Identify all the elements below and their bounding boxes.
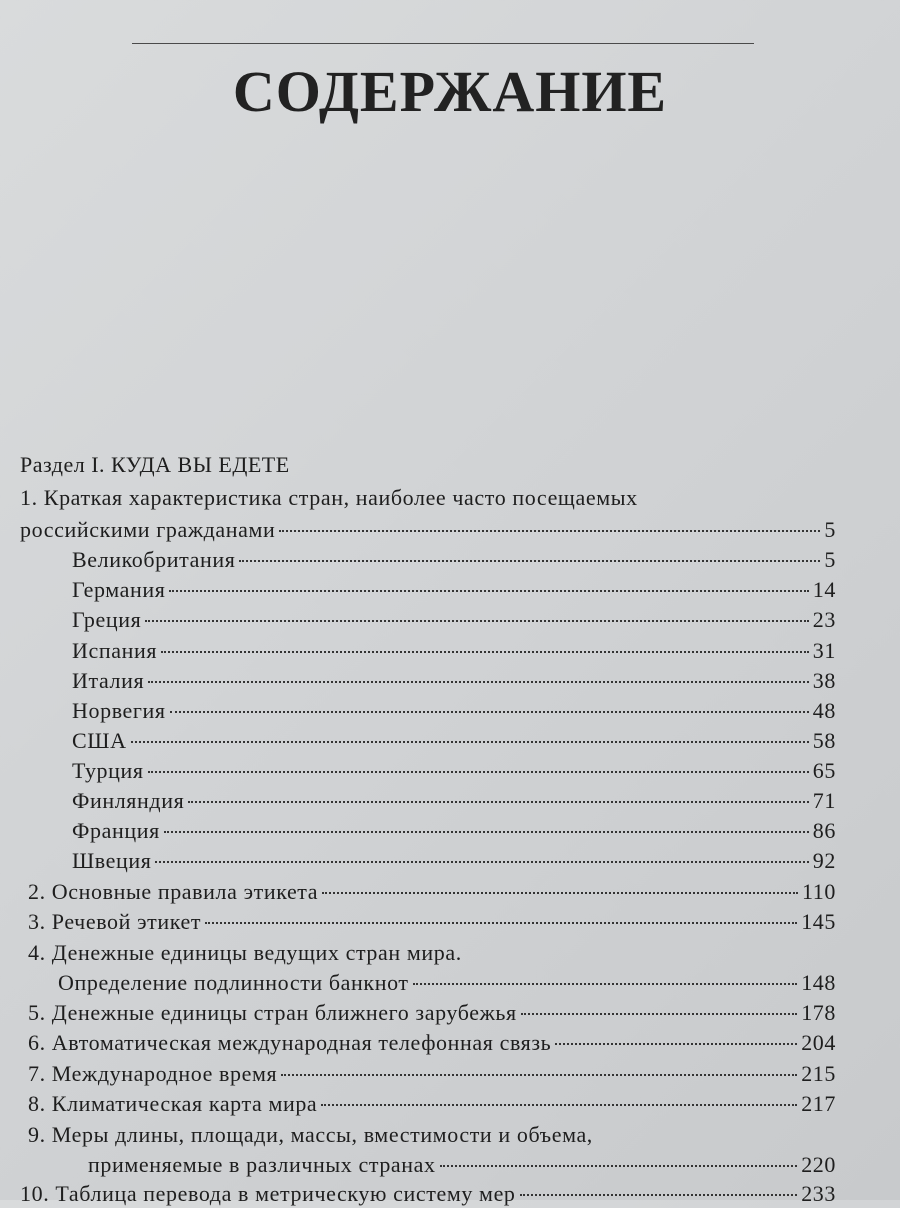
dot-leader — [279, 530, 820, 532]
toc-item-1 — [20, 516, 836, 544]
toc-country: Испания 31 — [72, 638, 836, 663]
toc-country: Греция 23 — [72, 607, 836, 632]
toc-country: Италия 38 — [72, 668, 836, 693]
top-rule — [132, 43, 754, 44]
toc-item: применяемые в различных странах 220 — [88, 1152, 836, 1177]
toc-item: 5. Денежные единицы стран ближнего зарубежья 178 — [28, 1000, 836, 1025]
section-heading: Раздел I. КУДА ВЫ ЕДЕТЕ — [20, 452, 290, 477]
toc-country: США 58 — [72, 728, 836, 753]
toc-item: 3. Речевой этикет 145 — [28, 909, 836, 934]
toc-country: Великобритания 5 — [72, 547, 836, 572]
toc-item-4-line1: 4. Денежные единицы ведущих стран мира. — [28, 940, 462, 965]
toc-country: Турция 65 — [72, 758, 836, 783]
toc-item: 2. Основные правила этикета 110 — [28, 879, 836, 904]
toc-country: Франция 86 — [72, 818, 836, 843]
toc-label: российскими гражданами — [20, 517, 276, 542]
toc-country: Швеция 92 — [72, 848, 836, 873]
toc-item: 6. Автоматическая международная телефонная связь 204 — [28, 1030, 836, 1055]
toc-country: Финляндия 71 — [72, 788, 836, 813]
toc-country: Норвегия 48 — [72, 698, 836, 723]
toc-country: Германия 14 — [72, 577, 836, 602]
toc-item: 8. Климатическая карта мира 217 — [28, 1091, 836, 1116]
toc-item: 10. Таблица перевода в метрическую систему мер 233 — [20, 1181, 836, 1206]
toc-item-1-line1: 1. Краткая характеристика стран, наиболее часто посещаемых — [20, 485, 638, 510]
page-number: 5 — [824, 517, 836, 542]
page-title: СОДЕРЖАНИЕ — [232, 59, 668, 124]
toc-item-9-line1: 9. Меры длины, площади, массы, вместимости и объема, — [28, 1122, 593, 1147]
toc-item: Определение подлинности банкнот 148 — [58, 970, 836, 995]
toc-item: 7. Международное время 215 — [28, 1061, 836, 1086]
